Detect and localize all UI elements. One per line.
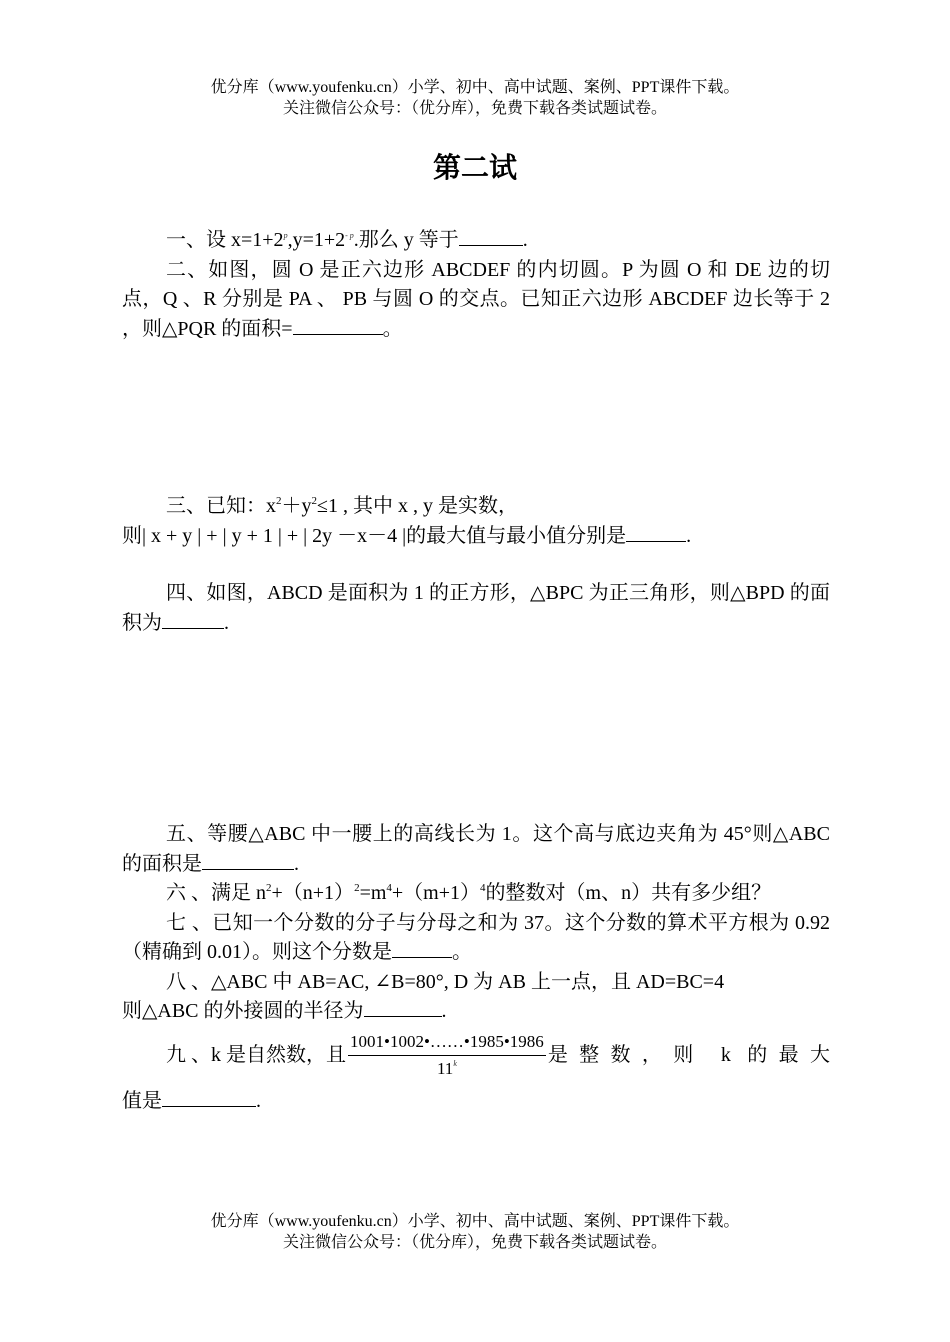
fraction <box>348 1031 546 1080</box>
question-2: 二、如图，圆 O 是正六边形 ABCDEF 的内切圆。P 为圆 O 和 DE 边的切点，Q 、R 分别是 PA 、 PB 与圆 O 的交点。已知正六边形 ABCDEF 边长等于 2 ，则△PQR 的面积= 。 <box>122 258 830 340</box>
question-5: 五、等腰△ABC 中一腰上的高线长为 1。这个高与底边夹角为 45°则△ABC 的面积是 . <box>122 823 830 875</box>
figure-space <box>122 638 830 820</box>
page-footer <box>0 1211 950 1253</box>
exponent: 4 <box>386 882 392 894</box>
footer-line-2: 关注微信公众号：（优分库），免费下载各类试题试卷。 <box>282 1234 667 1251</box>
page-title: 第二试 <box>432 152 517 183</box>
answer-blank[interactable] <box>626 522 686 542</box>
answer-blank[interactable] <box>392 938 452 958</box>
exponent: 2 <box>354 882 360 894</box>
question-3: 三、已知：$x^2+y^2\le 1$ , 其中 x , y 是实数， <box>166 495 518 517</box>
exponent: p <box>283 231 288 240</box>
question-1: 一、设 $x=1+2^p,y=1+2^{- p}$.那么 y 等于 . <box>122 226 830 256</box>
exponent: 2 <box>266 882 272 894</box>
question-9-line-2: 值是 . <box>122 1087 830 1117</box>
question-list <box>122 226 830 1116</box>
fraction-numerator: 1001•1002•……•1985•1986 <box>348 1031 546 1056</box>
answer-blank[interactable] <box>364 997 442 1017</box>
page-header <box>0 77 950 119</box>
answer-blank[interactable] <box>162 609 224 629</box>
answer-blank[interactable] <box>202 850 294 870</box>
question-8: 八 、△ABC 中 AB=AC, ∠B=80°, D 为 AB 上一点，且 AD=BC=4 <box>166 970 725 993</box>
answer-blank[interactable] <box>459 226 523 246</box>
header-line-1: 优分库（www.youfenku.cn）小学、初中、高中试题、案例、PPT课件下载。 <box>210 79 740 96</box>
header-line-2: 关注微信公众号：（优分库），免费下载各类试题试卷。 <box>282 100 667 117</box>
question-6: 六 、满足 $n^2+(n+1)^2=m^4+(m+1)^4$的整数对（m、n）共有多少组？ <box>166 882 772 904</box>
exponent: k <box>453 1059 457 1068</box>
question-8-line-2: 则△ABC 的外接圆的半径为 . <box>122 997 830 1027</box>
question-9: 九 、k 是自然数，且 $\frac{1001•1002•\dots\dots•1985•1986}{11^k}$ 是整数，则 k 的最大 <box>166 1032 830 1078</box>
figure-space <box>122 344 830 492</box>
exponent: 4 <box>480 882 486 894</box>
answer-blank[interactable] <box>162 1087 256 1107</box>
answer-blank[interactable] <box>293 315 383 335</box>
question-4: 四、如图，ABCD 是面积为 1 的正方形，△BPC 为正三角形，则△BPD 的面积为 . <box>122 582 830 634</box>
footer-line-1: 优分库（www.youfenku.cn）小学、初中、高中试题、案例、PPT课件下载。 <box>210 1213 740 1230</box>
exponent: 2 <box>311 495 317 507</box>
exponent: - p <box>345 231 354 240</box>
question-3-line-2: 则| x + y | + | y + 1 | + | 2y －x－4 |的最大值与最小值分别是 . <box>122 522 830 552</box>
exponent: 2 <box>276 495 282 507</box>
fraction-denominator: 11$^k$ <box>436 1059 457 1078</box>
question-7: 七 、已知一个分数的分子与分母之和为 37。这个分数的算术平方根为 0.92（精确到 0.01）。则这个分数是 。 <box>122 911 830 963</box>
